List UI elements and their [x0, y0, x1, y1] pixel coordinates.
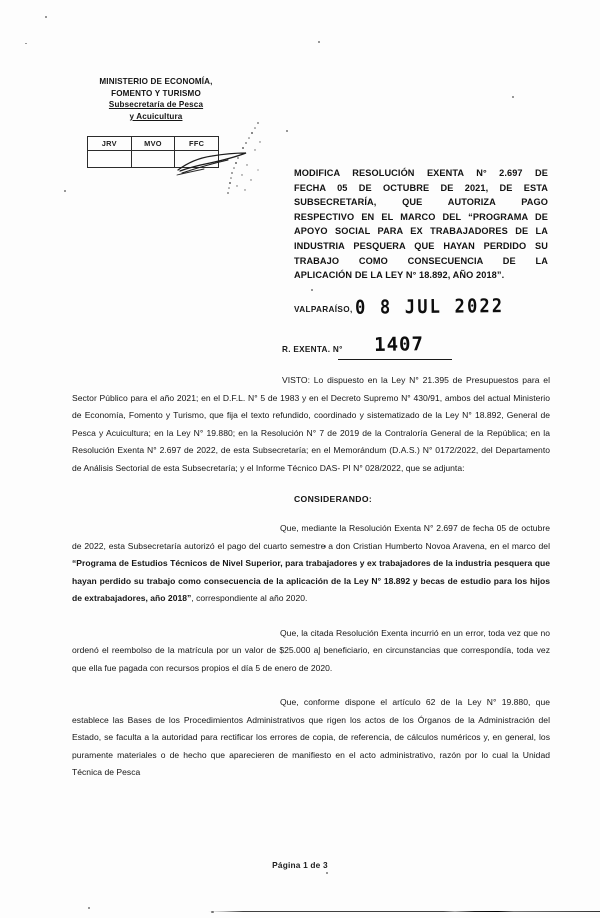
considerando-heading: CONSIDERANDO: — [294, 494, 373, 504]
considerando-1-text-part1: Que, mediante la Resolución Exenta N° 2.697 de fecha 05 de octubre de 2022, esta Subsecretaría autorizó el pago del cuarto semestre a don Cristian Humberto Novoa Aravena, en el marco del — [72, 523, 550, 551]
spacer — [72, 477, 550, 494]
initials-value-ffc — [175, 151, 219, 168]
scan-speck — [88, 907, 90, 909]
subject-line-7: TRABAJO COMO CONSECUENCIA DE LA — [294, 255, 548, 266]
letterhead-line-3: Subsecretaría de Pesca — [108, 100, 204, 110]
scan-speck — [25, 43, 27, 44]
scan-edge-artifact — [208, 911, 600, 912]
scan-speck — [45, 16, 47, 18]
spacer — [72, 608, 550, 625]
resolution-number-label: R. EXENTA. N° — [282, 345, 343, 354]
considerando-paragraph-1 — [72, 520, 550, 608]
subject-line-8: APLICACIÓN DE LA LEY N° 18.892, AÑO 2018”. — [294, 270, 505, 281]
initials-value-jrv — [88, 151, 132, 168]
document-body — [72, 372, 550, 782]
scan-speck — [311, 289, 313, 291]
issuance-place-label: VALPARAÍSO, — [294, 305, 353, 314]
subject-line-6: INDUSTRIA PESQUERA QUE HAYAN PERDIDO SU — [294, 240, 548, 251]
subject-line-1: MODIFICA RESOLUCIÓN EXENTA N° 2.697 DE — [294, 168, 548, 178]
spacer — [72, 504, 550, 520]
letterhead — [74, 76, 238, 122]
table-row-values — [88, 151, 219, 168]
considerando-3-text: Que, conforme dispone el artículo 62 de la Ley N° 19.880, que establece las Bases de los Procedimientos Administrativos que rigen los actos de los Órganos de la Administración del Estado, se faculta a la autoridad para rectificar los errores de copia, de referencia, de cálculos numéricos y, en general, los puramente materiales o de hecho que aparecieren de manifiesto en el acto administrativo, razón por lo cual la Unidad Técnica de Pesca — [72, 697, 550, 777]
visto-text: VISTO: Lo dispuesto en la Ley N° 21.395 de Presupuestos para el Sector Público para el año 2021; en el D.F.L. N° 5 de 1983 y en el Decreto Supremo N° 430/91, ambos del actual Ministerio de Economía, Fomento y Turismo, que fija el texto refundido, coordinado y sistematizado de la Ley N° 18.892, General de Pesca y Acuicultura; en la Ley N° 19.880; en la Resolución N° 7 de 2019 de la Contraloría General de la República; en la Resolución Exenta N° 2.697 de 2022, de esta Subsecretaría; en el Memorándum (D.A.S.) N° 0172/2022, del Departamento de Análisis Sectorial de esta Subsecretaría; y el Informe Técnico DAS- PI N° 028/2022, que se adjunta: — [72, 375, 550, 473]
subject-line-5: APOYO SOCIAL PARA EX TRABAJADORES DE LA — [294, 226, 548, 237]
considerando-1-text-part2: , correspondiente al año 2020. — [191, 593, 308, 603]
initials-value-mvo — [131, 151, 175, 168]
table-row-headers — [88, 137, 219, 151]
issuance-date-stamp: 0 8 JUL 2022 — [355, 295, 505, 320]
letterhead-line-2: FOMENTO Y TURISMO — [111, 88, 201, 98]
subject-line-4: RESPECTIVO EN EL MARCO DEL “PROGRAMA DE — [294, 211, 548, 222]
considerando-2-text: Que, la citada Resolución Exenta incurrió en un error, toda vez que no ordenó el reembolso de la matrícula por un valor de $25.000 al beneficiario, en circunstancias que correspondía, toda vez que ella fue pagada con recursos propios el día 5 de enero de 2020. — [72, 627, 550, 673]
initials-cell-mvo: MVO — [131, 137, 175, 151]
subject-line-3: SUBSECRETARÍA, QUE AUTORIZA PAGO — [294, 197, 548, 208]
scan-speck — [286, 130, 288, 132]
resolution-subject-block — [294, 166, 548, 283]
scan-speck — [326, 872, 328, 874]
considerando-paragraph-2 — [72, 625, 550, 678]
scan-speck — [64, 190, 66, 192]
resolution-number-rule — [338, 359, 452, 360]
scan-speck — [318, 41, 320, 43]
resolution-number-value: 1407 — [374, 333, 425, 356]
watermark-speckle-icon — [225, 120, 265, 198]
spacer — [72, 677, 550, 694]
scan-speck — [512, 96, 514, 98]
initials-cell-jrv: JRV — [88, 137, 132, 151]
subject-line-2: FECHA 05 DE OCTUBRE DE 2021, DE ESTA — [294, 182, 548, 193]
considerando-1-program-name: “Programa de Estudios Técnicos de Nivel Superior, para trabajadores y ex trabajadores de la industria pesquera que hayan perdido su trabajo como consecuencia de la aplicación de la Ley N° 18.892 y becas de estudio para los hijos de extrabajadores, año 2018” — [72, 558, 550, 603]
visto-paragraph — [72, 372, 550, 477]
letterhead-line-1: MINISTERIO DE ECONOMÍA, — [99, 77, 213, 86]
page-footer: Página 1 de 3 — [272, 860, 328, 870]
considerando-paragraph-3 — [72, 694, 550, 782]
letterhead-line-4: y Acuicultura — [129, 111, 183, 121]
initials-cell-ffc: FFC — [175, 137, 219, 151]
initials-table — [87, 136, 219, 168]
